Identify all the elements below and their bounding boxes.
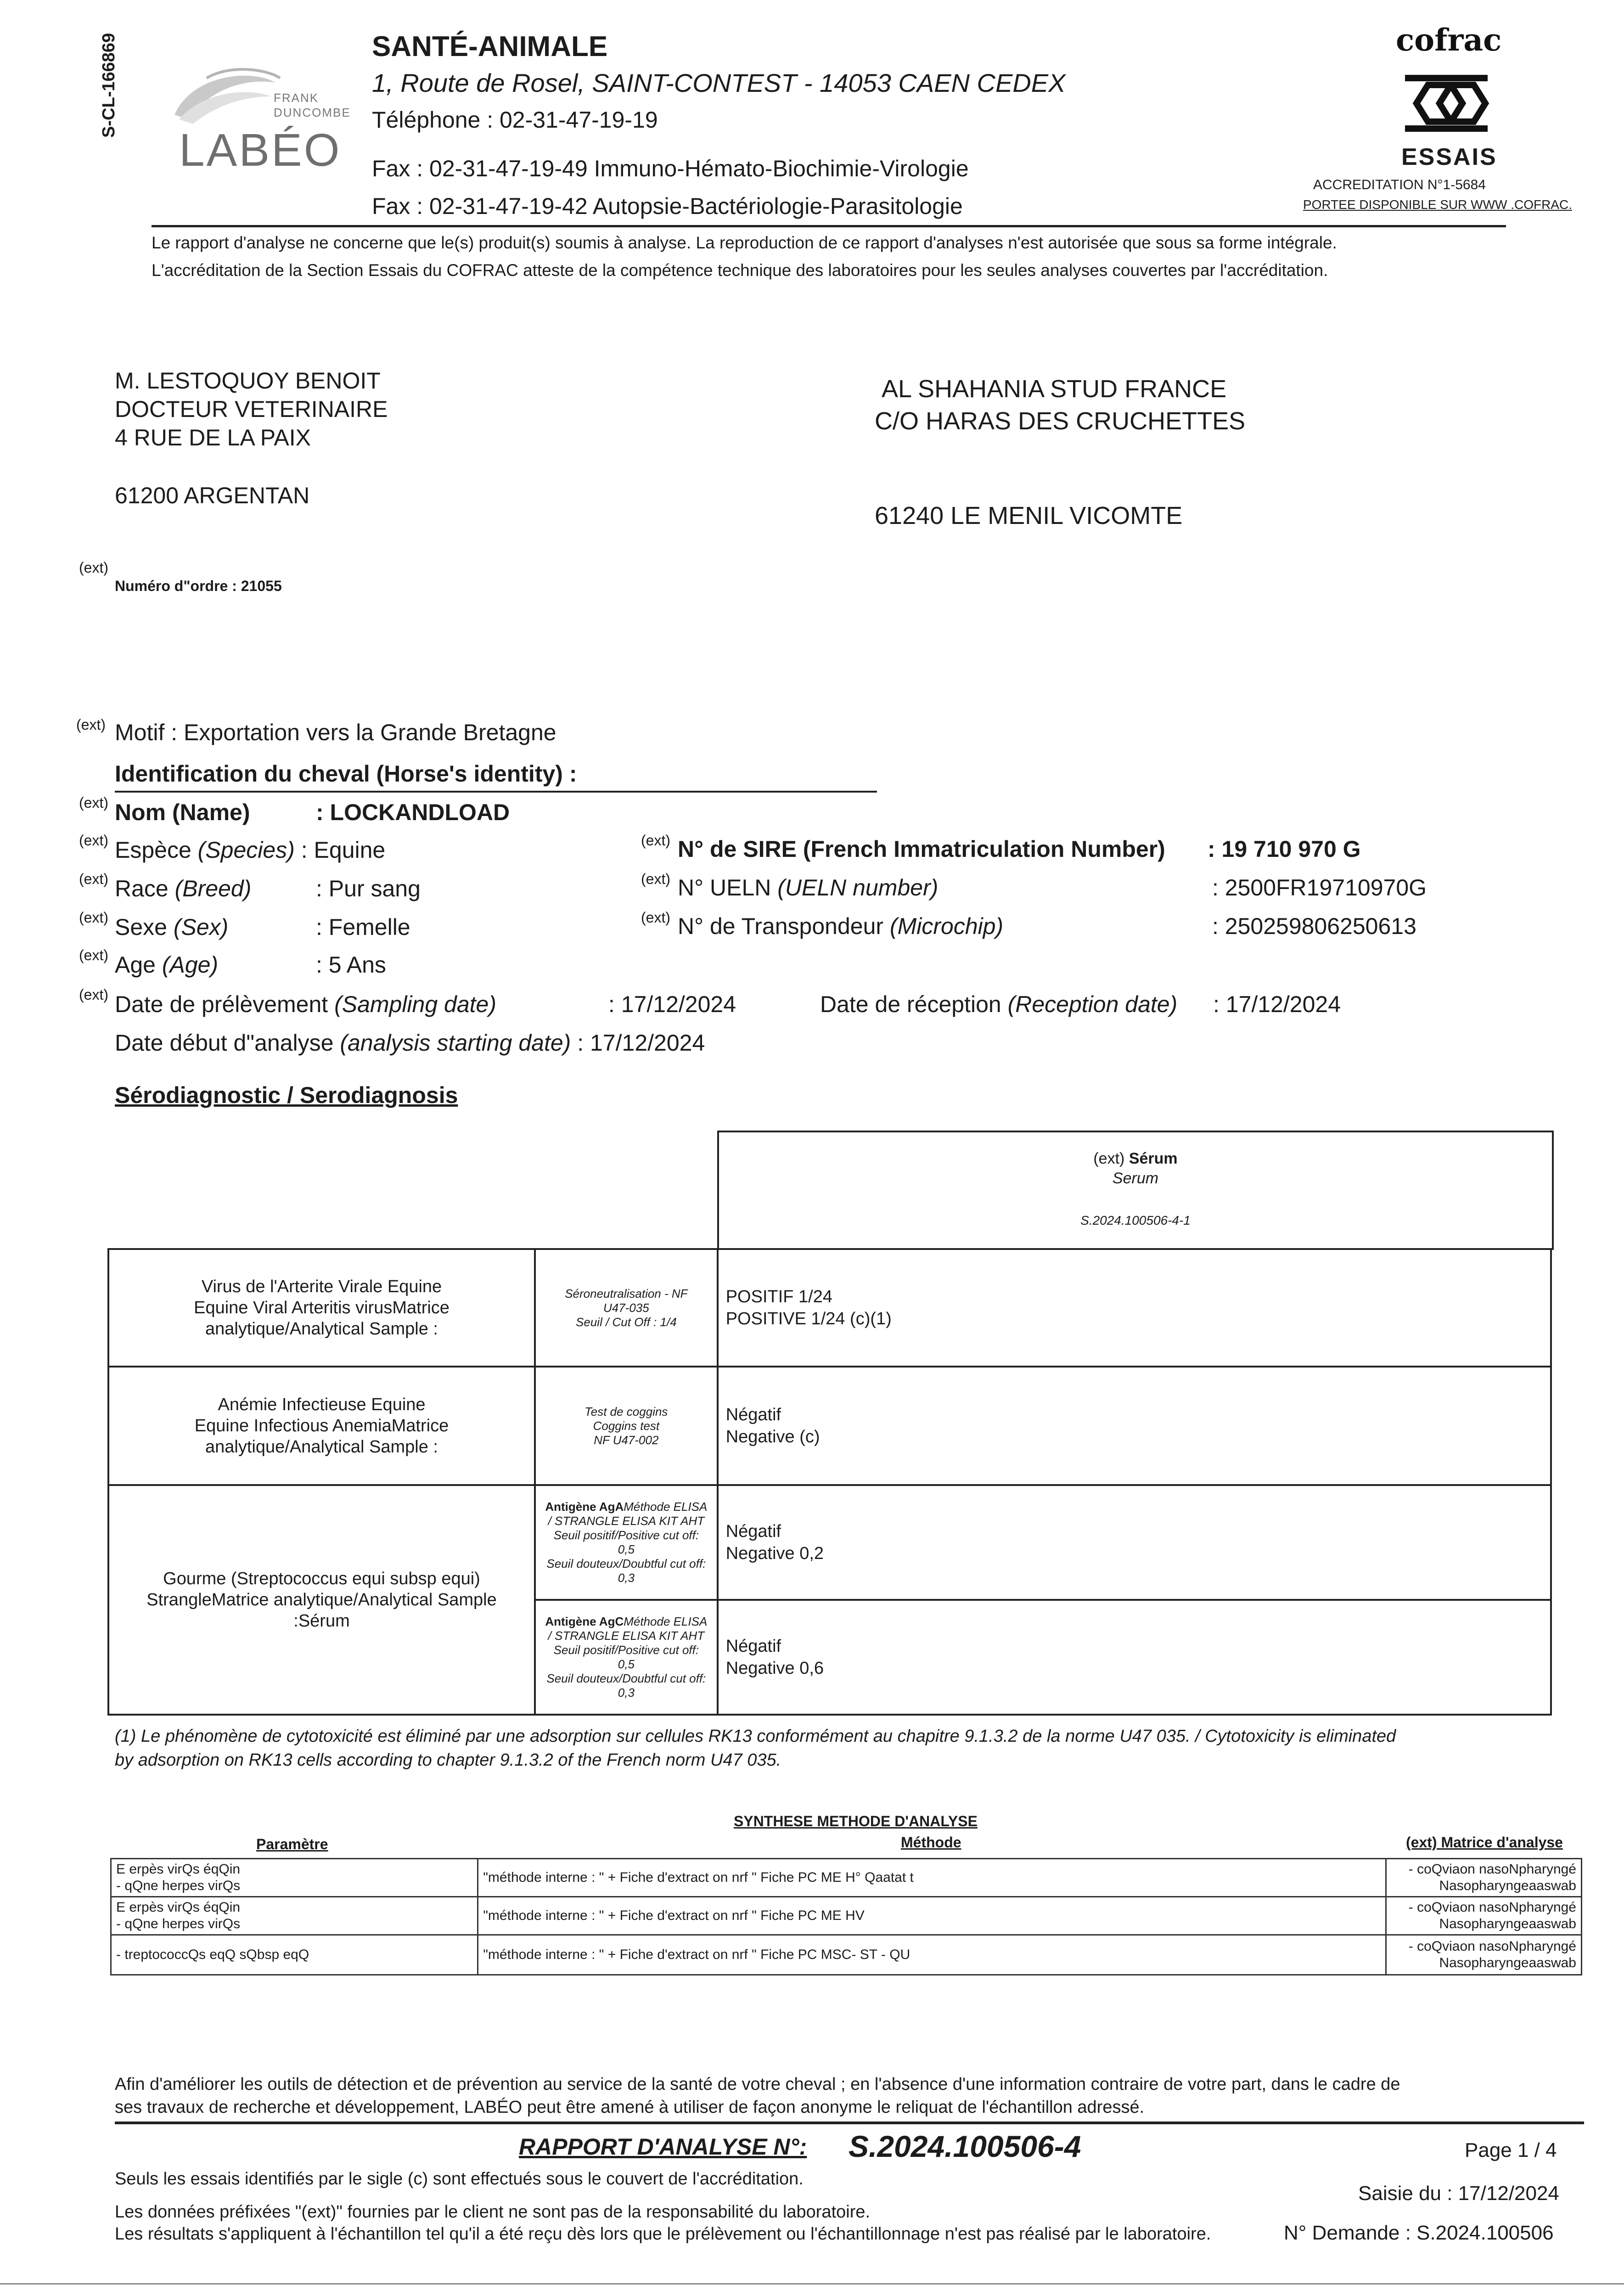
identity-heading-rule xyxy=(115,791,877,793)
sample-label-en: Serum xyxy=(1112,1170,1159,1187)
owner-name: AL SHAHANIA STUD FRANCE xyxy=(882,375,1227,403)
param-cell: Gourme (Streptococcus equi subsp equi) StrangleMatrice analytique/Analytical Sample :Sérum xyxy=(108,1485,535,1715)
report-label: RAPPORT D'ANALYSE N°: xyxy=(519,2134,807,2160)
sampling-value: : 17/12/2024 xyxy=(608,991,736,1017)
table-row xyxy=(111,1897,1582,1935)
nom-label: Nom (Name) xyxy=(115,799,250,825)
ext-mark: (ext) xyxy=(79,871,108,887)
sampling-row: Date de prélèvement (Sampling date) xyxy=(115,991,497,1017)
synthese-col-param: Paramètre xyxy=(256,1836,328,1852)
disclaimer-line-1: Le rapport d'analyse ne concerne que le(s) produit(s) soumis à analyse. La reproduction de ce rapport d'analyses n'est autorisée que sous sa forme intégrale. xyxy=(152,233,1337,252)
recipient-street: 4 RUE DE LA PAIX xyxy=(115,425,311,450)
order-ext: (ext) xyxy=(79,559,108,576)
reception-row: Date de réception (Reception date) xyxy=(820,991,1178,1017)
disclaimer-line-2: L'accréditation de la Section Essais du COFRAC atteste de la compétence technique des laboratoires pour les seules analyses couvertes par l'accréditation. xyxy=(152,261,1328,280)
lab-fax-2: Fax : 02-31-47-19-42 Autopsie-Bactériologie-Parasitologie xyxy=(372,193,963,219)
identity-heading: Identification du cheval (Horse's identity) : xyxy=(115,761,577,787)
synthese-param: E erpès virQs éqQin - qQne herpes virQs xyxy=(111,1859,478,1897)
sample-id: S.2024.100506-4-1 xyxy=(1080,1213,1191,1227)
espece-row: Espèce (Species) : Equine xyxy=(115,837,386,863)
motif-text: Motif : Exportation vers la Grande Bretagne xyxy=(115,720,556,745)
table-row xyxy=(108,1367,1551,1485)
ext-mark: (ext) xyxy=(79,794,108,811)
saisie-date: Saisie du : 17/12/2024 xyxy=(1358,2182,1559,2205)
result-cell: POSITIF 1/24 POSITIVE 1/24 (c)(1) xyxy=(718,1249,1551,1367)
demande-number: N° Demande : S.2024.100506 xyxy=(1281,2222,1554,2245)
page-bottom-rule xyxy=(0,2283,1624,2285)
synthese-table xyxy=(110,1858,1582,1975)
footnote-line-2: by adsorption on RK13 cells according to chapter 9.1.3.2 of the French norm U47 035. xyxy=(115,1750,781,1770)
sexe-value: : Femelle xyxy=(316,914,410,940)
motif-ext: (ext) xyxy=(76,716,106,733)
recipient-city: 61200 ARGENTAN xyxy=(115,483,310,508)
cofrac-word: cofrac xyxy=(1396,22,1502,58)
analysis-start-row: Date début d"analyse (analysis starting date) : 17/12/2024 xyxy=(115,1030,705,1056)
logo-labeo: LABÉO xyxy=(179,124,342,176)
cofrac-emblem-icon xyxy=(1400,64,1492,142)
ueln-row: N° UELN (UELN number) xyxy=(678,875,938,900)
recipient-name: M. LESTOQUOY BENOIT xyxy=(115,368,381,394)
sero-results-table xyxy=(107,1248,1552,1716)
cofrac-essais: ESSAIS xyxy=(1401,144,1497,170)
result-cell: Négatif Negative (c) xyxy=(718,1367,1551,1485)
table-row xyxy=(108,1485,1551,1600)
owner-co: C/O HARAS DES CRUCHETTES xyxy=(875,407,1246,435)
transponder-value: : 250259806250613 xyxy=(1212,913,1416,939)
cofrac-logo xyxy=(1303,18,1572,212)
sero-heading: Sérodiagnostic / Serodiagnosis xyxy=(115,1082,458,1108)
synthese-col-matrix: (ext) Matrice d'analyse xyxy=(1406,1834,1563,1851)
footer-note-3: Les résultats s'appliquent à l'échantillon tel qu'il a été reçu dès lors que le prélèvement ou l'échantillonnage n'est pas réalisé par le laboratoire. xyxy=(115,2224,1211,2244)
race-row: Race (Breed) xyxy=(115,876,252,901)
footer-note-2: Les données préfixées "(ext)" fournies par le client ne sont pas de la responsabilité du laboratoire. xyxy=(115,2202,871,2222)
transponder-row: N° de Transpondeur (Microchip) xyxy=(678,913,1004,939)
logo-duncombe: DUNCOMBE xyxy=(274,106,351,119)
lab-name: SANTÉ-ANIMALE xyxy=(372,31,608,62)
labeo-logo xyxy=(152,64,351,188)
ext-mark: (ext) xyxy=(641,909,670,926)
synthese-param: E erpès virQs éqQin - qQne herpes virQs xyxy=(111,1897,478,1935)
synthese-param: - treptococcQs eqQ sQbsp eqQ xyxy=(111,1935,478,1975)
report-number: S.2024.100506-4 xyxy=(849,2129,1081,2163)
ext-mark: (ext) xyxy=(79,909,108,926)
lab-address: 1, Route de Rosel, SAINT-CONTEST - 14053 CAEN CEDEX xyxy=(372,68,1066,97)
age-value: : 5 Ans xyxy=(316,952,386,978)
synthese-col-method: Méthode xyxy=(901,1834,961,1851)
synthese-method: "méthode interne : " + Fiche d'extract on nrf " Fiche PC MSC- ST - QU xyxy=(478,1935,1386,1975)
synthese-title: SYNTHESE METHODE D'ANALYSE xyxy=(734,1813,978,1829)
synthese-matrix: - coQviaon nasoNpharyngé Nasopharyngeaaswab xyxy=(1386,1935,1582,1975)
sexe-row: Sexe (Sex) xyxy=(115,914,229,940)
age-row: Age (Age) xyxy=(115,952,219,978)
table-row xyxy=(108,1249,1551,1367)
result-cell: Négatif Negative 0,2 xyxy=(718,1485,1551,1600)
nom-value: : LOCKANDLOAD xyxy=(316,799,510,825)
improve-line-1: Afin d'améliorer les outils de détection et de prévention au service de la santé de votre cheval ; en l'absence d'une information contraire de votre part, dans le cadre de xyxy=(115,2075,1400,2094)
sire-label: N° de SIRE (French Immatriculation Number) xyxy=(678,836,1165,862)
owner-city: 61240 LE MENIL VICOMTE xyxy=(875,502,1183,529)
sample-label: (ext) Sérum xyxy=(1093,1150,1178,1167)
lab-phone: Téléphone : 02-31-47-19-19 xyxy=(372,107,658,133)
sample-header-box xyxy=(717,1131,1554,1250)
page-indicator: Page 1 / 4 xyxy=(1465,2139,1557,2161)
ext-mark: (ext) xyxy=(79,986,108,1003)
improve-line-2: ses travaux de recherche et développement, LABÉO peut être amené à utiliser de façon anonyme le reliquat de l'échantillon adressé. xyxy=(115,2098,1145,2117)
method-cell: Antigène AgAMéthode ELISA / STRANGLE ELISA KIT AHT Seuil positif/Positive cut off: 0,5 Seuil douteux/Doubtful cut off: 0,3 xyxy=(535,1485,718,1600)
synthese-matrix: - coQviaon nasoNpharyngé Nasopharyngeaaswab xyxy=(1386,1859,1582,1897)
footer-rule xyxy=(115,2122,1584,2124)
footer-note-1: Seuls les essais identifiés par le sigle (c) sont effectués sous le couvert de l'accréditation. xyxy=(115,2169,804,2189)
method-cell: Antigène AgCMéthode ELISA / STRANGLE ELISA KIT AHT Seuil positif/Positive cut off: 0,5 Seuil douteux/Doubtful cut off: 0,3 xyxy=(535,1600,718,1715)
reception-value: : 17/12/2024 xyxy=(1213,991,1341,1017)
recipient-title: DOCTEUR VETERINAIRE xyxy=(115,396,388,422)
param-cell: Virus de l'Arterite Virale Equine Equine Viral Arteritis virusMatrice analytique/Analytical Sample : xyxy=(108,1249,535,1367)
ext-mark: (ext) xyxy=(641,871,670,887)
synthese-matrix: - coQviaon nasoNpharyngé Nasopharyngeaaswab xyxy=(1386,1897,1582,1935)
footnote-line-1: (1) Le phénomène de cytotoxicité est éliminé par une adsorption sur cellules RK13 conformément au chapitre 9.1.3.2 de la norme U47 035. / Cytotoxicity is eliminated xyxy=(115,1727,1396,1746)
ext-mark: (ext) xyxy=(79,947,108,963)
param-cell: Anémie Infectieuse Equine Equine Infectious AnemiaMatrice analytique/Analytical Sample : xyxy=(108,1367,535,1485)
ext-mark: (ext) xyxy=(79,832,108,849)
synthese-method: "méthode interne : " + Fiche d'extract on nrf " Fiche PC ME HV xyxy=(478,1897,1386,1935)
sire-value: : 19 710 970 G xyxy=(1208,836,1361,862)
table-row xyxy=(111,1859,1582,1897)
order-number: Numéro d"ordre : 21055 xyxy=(115,578,282,594)
cofrac-portee: PORTEE DISPONIBLE SUR WWW .COFRAC. xyxy=(1303,197,1572,212)
race-value: : Pur sang xyxy=(316,876,421,901)
table-row xyxy=(111,1935,1582,1975)
logo-frank: FRANK xyxy=(274,91,319,105)
ueln-value: : 2500FR19710970G xyxy=(1212,875,1427,900)
method-cell: Test de coggins Coggins test NF U47-002 xyxy=(535,1367,718,1485)
synthese-method: "méthode interne : " + Fiche d'extract on nrf " Fiche PC ME H° Qaatat t xyxy=(478,1859,1386,1897)
lab-fax-1: Fax : 02-31-47-19-49 Immuno-Hémato-Biochimie-Virologie xyxy=(372,156,969,181)
ext-mark: (ext) xyxy=(641,832,670,849)
header-rule xyxy=(152,225,1506,227)
result-cell: Négatif Negative 0,6 xyxy=(718,1600,1551,1715)
cofrac-accreditation: ACCREDITATION N°1-5684 xyxy=(1313,177,1486,192)
method-cell: Séroneutralisation - NF U47-035 Seuil / Cut Off : 1/4 xyxy=(535,1249,718,1367)
side-code: S-CL-166869 xyxy=(99,33,118,138)
